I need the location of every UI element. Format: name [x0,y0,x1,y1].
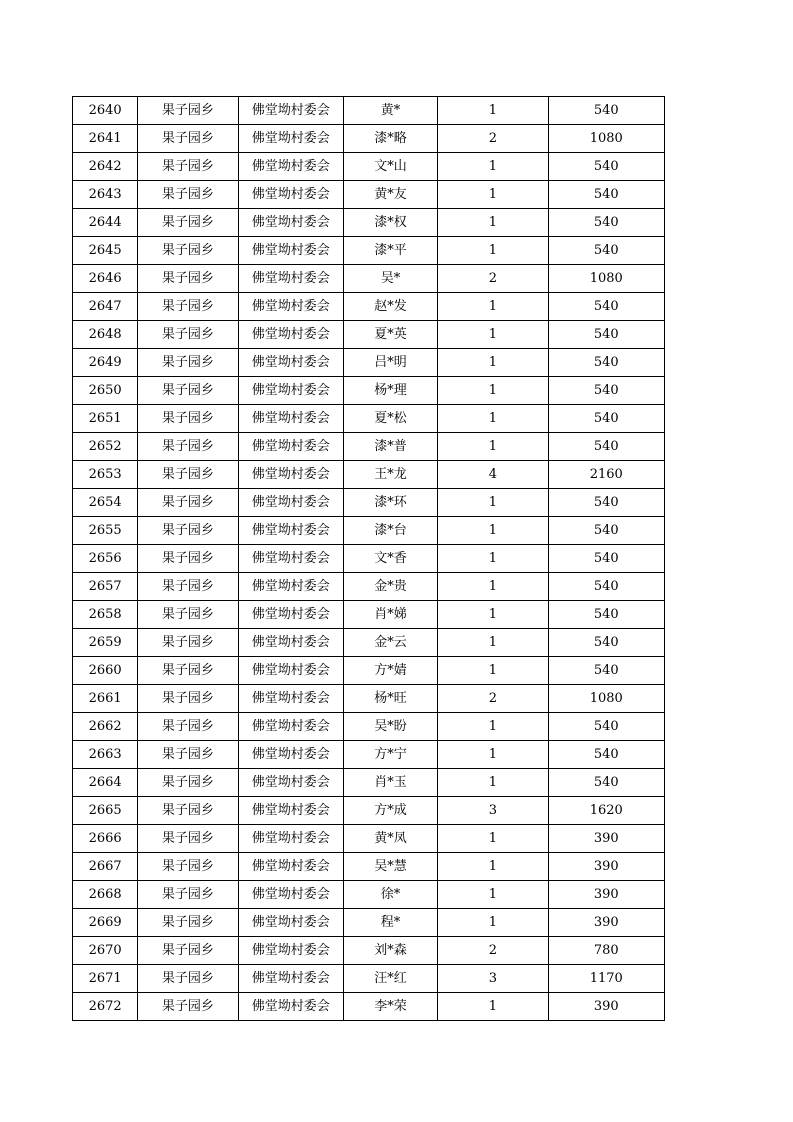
person-name-cell: 刘*森 [343,937,437,965]
table-row [73,517,665,545]
table-row [73,181,665,209]
table-row [73,237,665,265]
table-row [73,349,665,377]
township-cell: 果子园乡 [138,573,238,601]
village-committee-cell: 佛堂坳村委会 [238,377,343,405]
table-row [73,685,665,713]
village-committee-cell: 佛堂坳村委会 [238,825,343,853]
household-count-cell: 2 [438,685,548,713]
roster-table-body [73,97,665,1021]
township-cell: 果子园乡 [138,965,238,993]
amount-cell: 1080 [548,265,664,293]
village-committee-cell: 佛堂坳村委会 [238,741,343,769]
person-name-cell: 肖*玉 [343,769,437,797]
table-row [73,405,665,433]
household-count-cell: 1 [438,433,548,461]
household-count-cell: 1 [438,489,548,517]
person-name-cell: 吴*盼 [343,713,437,741]
table-row [73,489,665,517]
household-count-cell: 1 [438,881,548,909]
village-committee-cell: 佛堂坳村委会 [238,433,343,461]
amount-cell: 390 [548,909,664,937]
village-committee-cell: 佛堂坳村委会 [238,321,343,349]
table-row [73,265,665,293]
table-row [73,853,665,881]
household-count-cell: 1 [438,741,548,769]
table-row [73,713,665,741]
village-committee-cell: 佛堂坳村委会 [238,629,343,657]
table-row [73,293,665,321]
person-name-cell: 金*贵 [343,573,437,601]
serial-number-cell: 2640 [73,97,138,125]
person-name-cell: 文*香 [343,545,437,573]
household-count-cell: 1 [438,349,548,377]
person-name-cell: 肖*娣 [343,601,437,629]
village-committee-cell: 佛堂坳村委会 [238,993,343,1021]
township-cell: 果子园乡 [138,937,238,965]
amount-cell: 540 [548,405,664,433]
person-name-cell: 黄*凤 [343,825,437,853]
village-committee-cell: 佛堂坳村委会 [238,349,343,377]
household-count-cell: 2 [438,937,548,965]
serial-number-cell: 2663 [73,741,138,769]
township-cell: 果子园乡 [138,853,238,881]
serial-number-cell: 2644 [73,209,138,237]
table-row [73,937,665,965]
village-committee-cell: 佛堂坳村委会 [238,573,343,601]
table-row [73,377,665,405]
township-cell: 果子园乡 [138,685,238,713]
serial-number-cell: 2665 [73,797,138,825]
village-committee-cell: 佛堂坳村委会 [238,881,343,909]
village-committee-cell: 佛堂坳村委会 [238,181,343,209]
village-committee-cell: 佛堂坳村委会 [238,517,343,545]
person-name-cell: 王*龙 [343,461,437,489]
township-cell: 果子园乡 [138,601,238,629]
amount-cell: 390 [548,993,664,1021]
household-count-cell: 1 [438,713,548,741]
serial-number-cell: 2671 [73,965,138,993]
township-cell: 果子园乡 [138,181,238,209]
village-committee-cell: 佛堂坳村委会 [238,489,343,517]
serial-number-cell: 2655 [73,517,138,545]
household-count-cell: 1 [438,853,548,881]
roster-table [72,96,665,1021]
village-committee-cell: 佛堂坳村委会 [238,601,343,629]
amount-cell: 1080 [548,685,664,713]
person-name-cell: 漆*环 [343,489,437,517]
township-cell: 果子园乡 [138,405,238,433]
table-row [73,881,665,909]
serial-number-cell: 2662 [73,713,138,741]
household-count-cell: 1 [438,545,548,573]
person-name-cell: 吕*明 [343,349,437,377]
amount-cell: 390 [548,853,664,881]
village-committee-cell: 佛堂坳村委会 [238,153,343,181]
serial-number-cell: 2650 [73,377,138,405]
table-row [73,545,665,573]
serial-number-cell: 2669 [73,909,138,937]
serial-number-cell: 2646 [73,265,138,293]
table-row [73,741,665,769]
township-cell: 果子园乡 [138,489,238,517]
township-cell: 果子园乡 [138,433,238,461]
amount-cell: 390 [548,881,664,909]
household-count-cell: 3 [438,797,548,825]
village-committee-cell: 佛堂坳村委会 [238,685,343,713]
village-committee-cell: 佛堂坳村委会 [238,293,343,321]
table-row [73,797,665,825]
township-cell: 果子园乡 [138,377,238,405]
amount-cell: 390 [548,825,664,853]
table-row [73,125,665,153]
table-row [73,825,665,853]
village-committee-cell: 佛堂坳村委会 [238,545,343,573]
table-row [73,321,665,349]
person-name-cell: 汪*红 [343,965,437,993]
amount-cell: 1080 [548,125,664,153]
serial-number-cell: 2658 [73,601,138,629]
amount-cell: 540 [548,321,664,349]
serial-number-cell: 2643 [73,181,138,209]
amount-cell: 540 [548,517,664,545]
household-count-cell: 1 [438,573,548,601]
person-name-cell: 黄* [343,97,437,125]
township-cell: 果子园乡 [138,125,238,153]
table-row [73,433,665,461]
serial-number-cell: 2649 [73,349,138,377]
person-name-cell: 方*婧 [343,657,437,685]
township-cell: 果子园乡 [138,209,238,237]
village-committee-cell: 佛堂坳村委会 [238,797,343,825]
household-count-cell: 1 [438,209,548,237]
village-committee-cell: 佛堂坳村委会 [238,237,343,265]
person-name-cell: 漆*权 [343,209,437,237]
serial-number-cell: 2641 [73,125,138,153]
person-name-cell: 吴*慧 [343,853,437,881]
township-cell: 果子园乡 [138,797,238,825]
village-committee-cell: 佛堂坳村委会 [238,965,343,993]
village-committee-cell: 佛堂坳村委会 [238,853,343,881]
serial-number-cell: 2648 [73,321,138,349]
township-cell: 果子园乡 [138,769,238,797]
household-count-cell: 1 [438,993,548,1021]
person-name-cell: 漆*平 [343,237,437,265]
serial-number-cell: 2660 [73,657,138,685]
person-name-cell: 漆*普 [343,433,437,461]
amount-cell: 540 [548,349,664,377]
person-name-cell: 徐* [343,881,437,909]
person-name-cell: 杨*理 [343,377,437,405]
amount-cell: 540 [548,181,664,209]
household-count-cell: 1 [438,629,548,657]
village-committee-cell: 佛堂坳村委会 [238,461,343,489]
serial-number-cell: 2670 [73,937,138,965]
person-name-cell: 李*荣 [343,993,437,1021]
amount-cell: 540 [548,433,664,461]
person-name-cell: 夏*英 [343,321,437,349]
township-cell: 果子园乡 [138,825,238,853]
village-committee-cell: 佛堂坳村委会 [238,405,343,433]
township-cell: 果子园乡 [138,713,238,741]
amount-cell: 540 [548,741,664,769]
person-name-cell: 夏*松 [343,405,437,433]
amount-cell: 540 [548,209,664,237]
serial-number-cell: 2651 [73,405,138,433]
amount-cell: 540 [548,657,664,685]
village-committee-cell: 佛堂坳村委会 [238,125,343,153]
person-name-cell: 漆*台 [343,517,437,545]
household-count-cell: 1 [438,657,548,685]
amount-cell: 540 [548,629,664,657]
person-name-cell: 金*云 [343,629,437,657]
village-committee-cell: 佛堂坳村委会 [238,769,343,797]
township-cell: 果子园乡 [138,545,238,573]
serial-number-cell: 2664 [73,769,138,797]
township-cell: 果子园乡 [138,461,238,489]
person-name-cell: 方*成 [343,797,437,825]
serial-number-cell: 2645 [73,237,138,265]
person-name-cell: 漆*略 [343,125,437,153]
table-row [73,573,665,601]
village-committee-cell: 佛堂坳村委会 [238,909,343,937]
person-name-cell: 方*宁 [343,741,437,769]
table-row [73,209,665,237]
table-row [73,657,665,685]
village-committee-cell: 佛堂坳村委会 [238,265,343,293]
village-committee-cell: 佛堂坳村委会 [238,713,343,741]
amount-cell: 540 [548,573,664,601]
person-name-cell: 程* [343,909,437,937]
person-name-cell: 吴* [343,265,437,293]
household-count-cell: 4 [438,461,548,489]
person-name-cell: 文*山 [343,153,437,181]
amount-cell: 540 [548,153,664,181]
township-cell: 果子园乡 [138,517,238,545]
table-row [73,965,665,993]
township-cell: 果子园乡 [138,741,238,769]
serial-number-cell: 2653 [73,461,138,489]
serial-number-cell: 2659 [73,629,138,657]
table-row [73,769,665,797]
household-count-cell: 1 [438,825,548,853]
serial-number-cell: 2667 [73,853,138,881]
village-committee-cell: 佛堂坳村委会 [238,97,343,125]
amount-cell: 1170 [548,965,664,993]
serial-number-cell: 2642 [73,153,138,181]
household-count-cell: 1 [438,293,548,321]
township-cell: 果子园乡 [138,97,238,125]
village-committee-cell: 佛堂坳村委会 [238,937,343,965]
person-name-cell: 黄*友 [343,181,437,209]
amount-cell: 540 [548,237,664,265]
serial-number-cell: 2672 [73,993,138,1021]
table-row [73,153,665,181]
household-count-cell: 1 [438,517,548,545]
amount-cell: 540 [548,489,664,517]
amount-cell: 540 [548,713,664,741]
amount-cell: 540 [548,377,664,405]
table-row [73,601,665,629]
township-cell: 果子园乡 [138,993,238,1021]
amount-cell: 540 [548,769,664,797]
household-count-cell: 1 [438,377,548,405]
household-count-cell: 2 [438,125,548,153]
table-row [73,629,665,657]
serial-number-cell: 2661 [73,685,138,713]
household-count-cell: 1 [438,153,548,181]
serial-number-cell: 2657 [73,573,138,601]
household-count-cell: 1 [438,769,548,797]
serial-number-cell: 2656 [73,545,138,573]
township-cell: 果子园乡 [138,629,238,657]
township-cell: 果子园乡 [138,909,238,937]
village-committee-cell: 佛堂坳村委会 [238,657,343,685]
household-count-cell: 1 [438,405,548,433]
township-cell: 果子园乡 [138,293,238,321]
table-row [73,993,665,1021]
village-committee-cell: 佛堂坳村委会 [238,209,343,237]
table-row [73,461,665,489]
township-cell: 果子园乡 [138,881,238,909]
township-cell: 果子园乡 [138,265,238,293]
household-count-cell: 3 [438,965,548,993]
amount-cell: 780 [548,937,664,965]
amount-cell: 1620 [548,797,664,825]
household-count-cell: 1 [438,97,548,125]
township-cell: 果子园乡 [138,321,238,349]
household-count-cell: 1 [438,181,548,209]
person-name-cell: 杨*旺 [343,685,437,713]
household-count-cell: 1 [438,909,548,937]
household-count-cell: 1 [438,601,548,629]
amount-cell: 540 [548,545,664,573]
serial-number-cell: 2668 [73,881,138,909]
person-name-cell: 赵*发 [343,293,437,321]
amount-cell: 540 [548,97,664,125]
amount-cell: 540 [548,601,664,629]
table-row [73,909,665,937]
serial-number-cell: 2654 [73,489,138,517]
amount-cell: 2160 [548,461,664,489]
table-row [73,97,665,125]
amount-cell: 540 [548,293,664,321]
serial-number-cell: 2647 [73,293,138,321]
serial-number-cell: 2652 [73,433,138,461]
serial-number-cell: 2666 [73,825,138,853]
township-cell: 果子园乡 [138,153,238,181]
township-cell: 果子园乡 [138,349,238,377]
township-cell: 果子园乡 [138,657,238,685]
township-cell: 果子园乡 [138,237,238,265]
household-count-cell: 2 [438,265,548,293]
household-count-cell: 1 [438,321,548,349]
household-count-cell: 1 [438,237,548,265]
